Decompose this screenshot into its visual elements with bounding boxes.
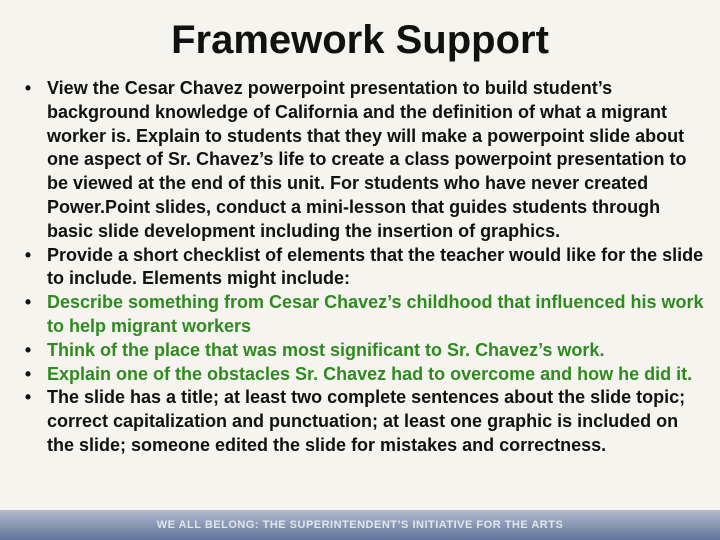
bullet-text: Explain one of the obstacles Sr. Chavez had to overcome and how he did it.	[47, 363, 693, 384]
slide-title: Framework Support	[171, 18, 549, 62]
bullet-marker: •	[24, 339, 32, 360]
footer-text: WE ALL BELONG: THE SUPERINTENDENT’S INITIATIVE FOR THE ARTS	[156, 519, 564, 531]
bullet-marker: •	[24, 363, 32, 384]
bullet-marker: •	[24, 78, 32, 98]
bullet-marker: •	[24, 244, 32, 265]
bullet-item	[18, 339, 704, 363]
bullet-text: Describe something from Cesar Chavez’s childhood that influenced his work to help migrant workers	[47, 292, 704, 336]
bullet-text: Provide a short checklist of elements that the teacher would like for the slide to include. Elements might include:	[47, 244, 704, 289]
bullet-text: Think of the place that was most significant to Sr. Chavez’s work.	[47, 339, 605, 360]
bullet-item	[18, 77, 704, 244]
bullet-marker: •	[24, 387, 32, 408]
bullet-text: The slide has a title; at least two complete sentences about the slide topic; correct capitalization and punctuation; at least one graphic is included on the slide; someone edited the slide for mistakes and correctness.	[47, 387, 686, 455]
bullet-item	[18, 244, 704, 292]
bullet-item	[18, 363, 704, 387]
bullet-marker: •	[24, 292, 32, 313]
bullet-list	[18, 77, 704, 458]
bullet-item	[18, 386, 704, 457]
bullet-item	[18, 291, 704, 339]
bullet-text: View the Cesar Chavez powerpoint presentation to build student’s background knowledge of California and the definition of what a migrant worker is. Explain to students that they will make a powerpoint slide about one aspect of Sr. Chavez’s life to create a class powerpoint presentation to be viewed at the end of this unit. For students who have never created Power.Point slides, conduct a mini-lesson that guides students through basic slide development including the insertion of graphics.	[47, 78, 687, 241]
